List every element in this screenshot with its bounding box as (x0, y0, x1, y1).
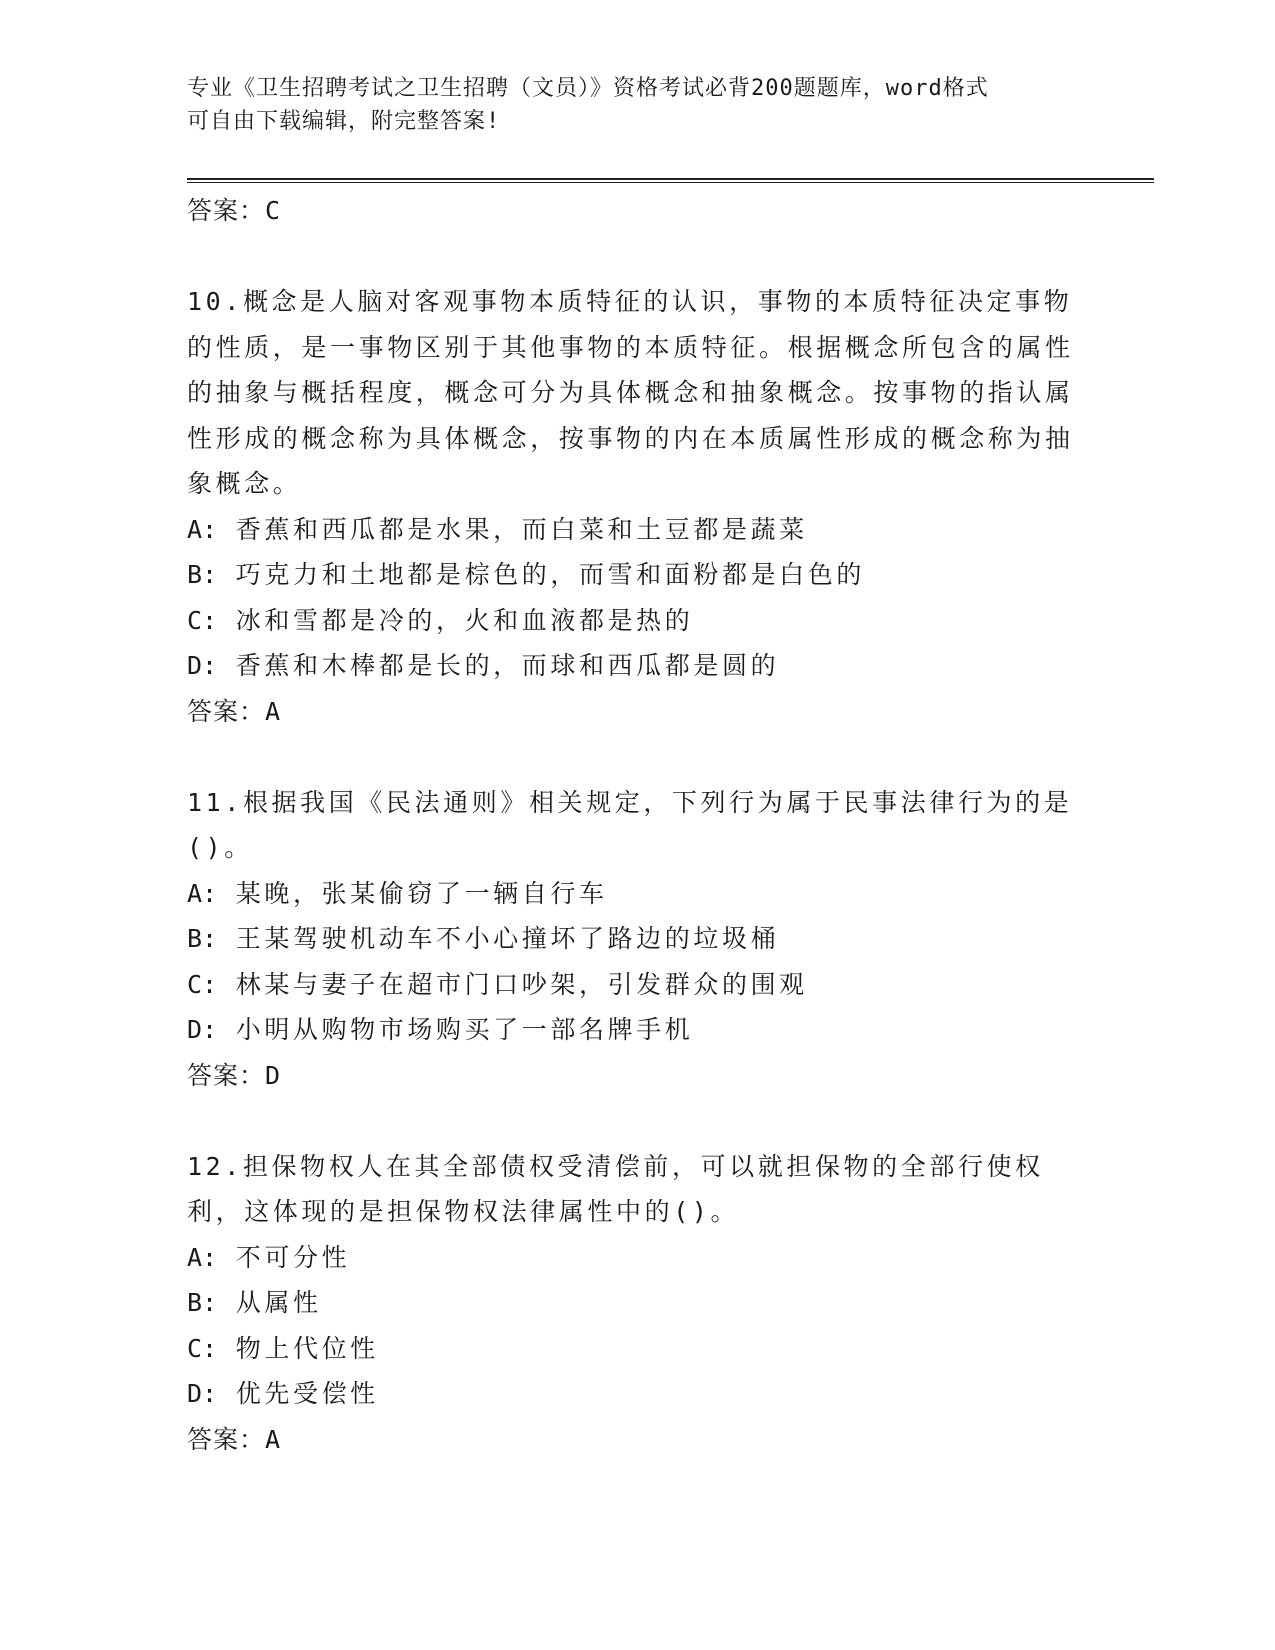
option-b (187, 552, 1087, 598)
header-divider-thin (187, 182, 1154, 183)
option-text: 巧克力和土地都是棕色的，而雪和面粉都是白色的 (235, 560, 865, 589)
answer-line: 答案：A (187, 696, 282, 726)
option-text: 从属性 (235, 1288, 322, 1317)
option-c (187, 1326, 1087, 1372)
option-key: A: (187, 1242, 218, 1272)
question-text: 10.概念是人脑对客观事物本质特征的认识，事物的本质特征决定事物的性质，是一事物区别于其他事物的本质特征。根据概念所包含的属性的抽象与概括程度，概念可分为具体概念和抽象概念。按事物的指认属性形成的概念称为具体概念，按事物的内在本质属性形成的概念称为抽象概念。 (187, 287, 1074, 498)
option-key: D: (187, 1015, 218, 1044)
spacer (187, 735, 1087, 780)
question-text: 12.担保物权人在其全部债权受清偿前，可以就担保物的全部行使权利，这体现的是担保物权法律属性中的()。 (187, 1151, 1044, 1226)
document-body (187, 188, 1087, 1463)
option-d (187, 1007, 1087, 1053)
answer-line: 答案：A (187, 1424, 282, 1454)
option-d (187, 643, 1087, 689)
option-text: 王某驾驶机动车不小心撞坏了路边的垃圾桶 (235, 924, 780, 953)
option-key: B: (187, 924, 218, 953)
option-key: A: (187, 514, 218, 544)
option-c (187, 962, 1087, 1008)
spacer (187, 1099, 1087, 1144)
option-d (187, 1371, 1087, 1417)
option-text: 优先受偿性 (235, 1379, 379, 1408)
header-title-line-1: 专业《卫生招聘考试之卫生招聘（文员）》资格考试必背200题题库，word格式 (187, 76, 989, 101)
header-title-line-2: 可自由下载编辑，附完整答案! (187, 109, 501, 134)
option-key: D: (187, 1379, 218, 1408)
question-11 (187, 780, 1087, 1099)
option-key: B: (187, 1288, 218, 1317)
option-text: 林某与妻子在超市门口吵架，引发群众的围观 (235, 969, 808, 999)
option-text: 冰和雪都是冷的，火和血液都是热的 (235, 605, 694, 635)
question-text: 11.根据我国《民法通则》相关规定，下列行为属于民事法律行为的是()。 (187, 787, 1073, 862)
option-key: B: (187, 560, 218, 589)
option-text: 香蕉和木棒都是长的，而球和西瓜都是圆的 (235, 651, 780, 680)
option-key: A: (187, 878, 218, 908)
option-text: 某晚，张某偷窃了一辆自行车 (235, 878, 608, 908)
answer-line: 答案：D (187, 1060, 282, 1090)
option-text: 不可分性 (235, 1242, 351, 1272)
option-text: 物上代位性 (235, 1333, 379, 1363)
option-a (187, 507, 1087, 553)
option-key: C: (187, 1333, 218, 1363)
previous-answer: 答案：C (187, 196, 282, 225)
option-a (187, 871, 1087, 917)
option-key: D: (187, 651, 218, 680)
option-a (187, 1235, 1087, 1281)
option-key: C: (187, 969, 218, 999)
option-b (187, 916, 1087, 962)
option-b (187, 1280, 1087, 1326)
question-10 (187, 279, 1087, 735)
document-header (187, 72, 1087, 138)
option-text: 香蕉和西瓜都是水果，而白菜和土豆都是蔬菜 (235, 514, 808, 544)
question-12 (187, 1144, 1087, 1463)
spacer (187, 234, 1087, 279)
option-c (187, 598, 1087, 644)
option-text: 小明从购物市场购买了一部名牌手机 (235, 1015, 694, 1044)
option-key: C: (187, 605, 218, 635)
header-divider-thick (187, 178, 1154, 180)
